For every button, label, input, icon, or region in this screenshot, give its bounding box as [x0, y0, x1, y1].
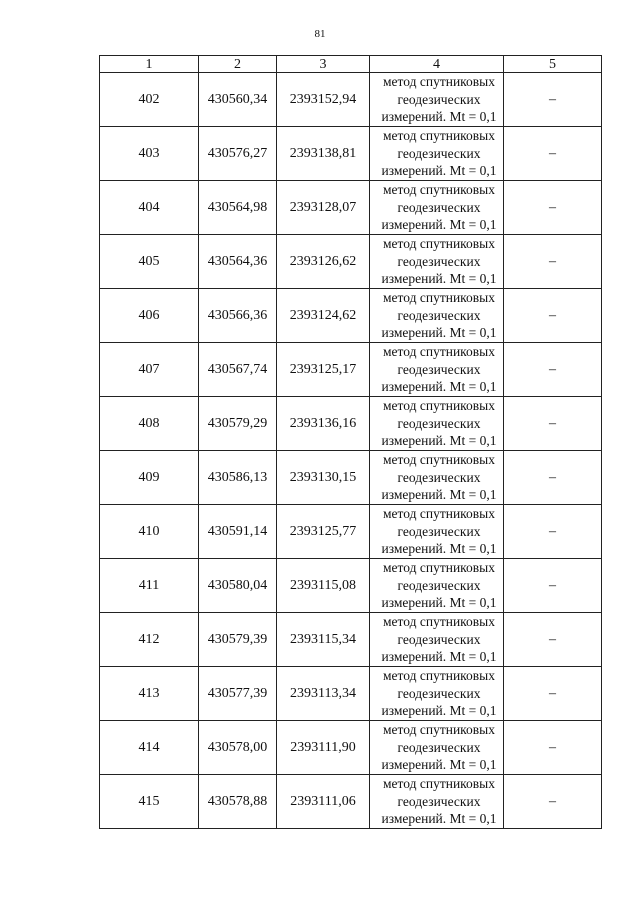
table-row [100, 289, 602, 343]
method-cell [370, 397, 504, 451]
table-body [100, 73, 602, 829]
column-header-4: 4 [370, 56, 504, 73]
y-coordinate-cell: 2393138,81 [277, 127, 370, 181]
method-line: геодезических [397, 793, 481, 809]
method-line: измерений. Mt = 0,1 [381, 379, 497, 395]
note-cell: – [504, 181, 602, 235]
y-coordinate-cell: 2393125,77 [277, 505, 370, 559]
note-cell: – [504, 289, 602, 343]
y-coordinate-cell: 2393115,08 [277, 559, 370, 613]
method-line: геодезических [397, 145, 481, 161]
table-row [100, 559, 602, 613]
method-cell [370, 181, 504, 235]
column-header-3: 3 [277, 56, 370, 73]
method-line: геодезических [397, 199, 481, 215]
method-line: метод спутниковых [383, 236, 495, 252]
method-line: метод спутниковых [383, 506, 495, 522]
method-line: метод спутниковых [383, 614, 495, 630]
method-line: геодезических [397, 415, 481, 431]
method-line: измерений. Mt = 0,1 [381, 649, 497, 665]
method-cell [370, 613, 504, 667]
x-coordinate-cell: 430560,34 [199, 73, 277, 127]
column-header-5: 5 [504, 56, 602, 73]
x-coordinate-cell: 430566,36 [199, 289, 277, 343]
y-coordinate-cell: 2393124,62 [277, 289, 370, 343]
method-cell [370, 775, 504, 829]
coordinates-table [99, 55, 602, 829]
method-cell [370, 343, 504, 397]
y-coordinate-cell: 2393115,34 [277, 613, 370, 667]
note-cell: – [504, 721, 602, 775]
table-row [100, 235, 602, 289]
table-row [100, 667, 602, 721]
point-number-cell: 410 [100, 505, 199, 559]
method-cell [370, 721, 504, 775]
method-line: геодезических [397, 685, 481, 701]
note-cell: – [504, 343, 602, 397]
method-line: измерений. Mt = 0,1 [381, 217, 497, 233]
method-line: измерений. Mt = 0,1 [381, 487, 497, 503]
table-row [100, 775, 602, 829]
x-coordinate-cell: 430579,39 [199, 613, 277, 667]
note-cell: – [504, 559, 602, 613]
table-row [100, 73, 602, 127]
point-number-cell: 403 [100, 127, 199, 181]
point-number-cell: 407 [100, 343, 199, 397]
column-header-1: 1 [100, 56, 199, 73]
method-cell [370, 289, 504, 343]
x-coordinate-cell: 430576,27 [199, 127, 277, 181]
point-number-cell: 408 [100, 397, 199, 451]
method-line: метод спутниковых [383, 128, 495, 144]
method-cell [370, 505, 504, 559]
method-line: измерений. Mt = 0,1 [381, 757, 497, 773]
method-line: измерений. Mt = 0,1 [381, 163, 497, 179]
method-line: метод спутниковых [383, 290, 495, 306]
method-line: геодезических [397, 523, 481, 539]
y-coordinate-cell: 2393126,62 [277, 235, 370, 289]
x-coordinate-cell: 430577,39 [199, 667, 277, 721]
point-number-cell: 414 [100, 721, 199, 775]
method-line: геодезических [397, 469, 481, 485]
method-line: геодезических [397, 631, 481, 647]
method-line: метод спутниковых [383, 722, 495, 738]
method-line: измерений. Mt = 0,1 [381, 433, 497, 449]
x-coordinate-cell: 430578,88 [199, 775, 277, 829]
note-cell: – [504, 235, 602, 289]
method-cell [370, 451, 504, 505]
table-row [100, 397, 602, 451]
method-line: измерений. Mt = 0,1 [381, 271, 497, 287]
point-number-cell: 413 [100, 667, 199, 721]
column-header-2: 2 [199, 56, 277, 73]
method-line: метод спутниковых [383, 668, 495, 684]
page-number: 81 [314, 28, 326, 40]
method-cell [370, 73, 504, 127]
y-coordinate-cell: 2393128,07 [277, 181, 370, 235]
table-row [100, 181, 602, 235]
x-coordinate-cell: 430591,14 [199, 505, 277, 559]
method-line: измерений. Mt = 0,1 [381, 595, 497, 611]
table-row [100, 451, 602, 505]
note-cell: – [504, 613, 602, 667]
method-line: метод спутниковых [383, 74, 495, 90]
method-line: метод спутниковых [383, 182, 495, 198]
method-cell [370, 127, 504, 181]
note-cell: – [504, 73, 602, 127]
method-line: измерений. Mt = 0,1 [381, 325, 497, 341]
note-cell: – [504, 127, 602, 181]
method-line: геодезических [397, 91, 481, 107]
table-row [100, 505, 602, 559]
method-cell [370, 667, 504, 721]
x-coordinate-cell: 430567,74 [199, 343, 277, 397]
method-line: измерений. Mt = 0,1 [381, 811, 497, 827]
method-line: геодезических [397, 739, 481, 755]
note-cell: – [504, 451, 602, 505]
method-line: метод спутниковых [383, 560, 495, 576]
point-number-cell: 415 [100, 775, 199, 829]
x-coordinate-cell: 430579,29 [199, 397, 277, 451]
y-coordinate-cell: 2393130,15 [277, 451, 370, 505]
point-number-cell: 404 [100, 181, 199, 235]
table-row [100, 721, 602, 775]
method-line: измерений. Mt = 0,1 [381, 703, 497, 719]
note-cell: – [504, 505, 602, 559]
x-coordinate-cell: 430564,98 [199, 181, 277, 235]
point-number-cell: 405 [100, 235, 199, 289]
method-line: геодезических [397, 253, 481, 269]
table-row [100, 127, 602, 181]
method-line: измерений. Mt = 0,1 [381, 541, 497, 557]
table-row [100, 343, 602, 397]
point-number-cell: 402 [100, 73, 199, 127]
x-coordinate-cell: 430586,13 [199, 451, 277, 505]
method-line: метод спутниковых [383, 398, 495, 414]
y-coordinate-cell: 2393125,17 [277, 343, 370, 397]
point-number-cell: 412 [100, 613, 199, 667]
point-number-cell: 411 [100, 559, 199, 613]
table-row [100, 613, 602, 667]
table-header-row [100, 56, 602, 73]
y-coordinate-cell: 2393136,16 [277, 397, 370, 451]
method-cell [370, 235, 504, 289]
note-cell: – [504, 397, 602, 451]
method-line: метод спутниковых [383, 344, 495, 360]
note-cell: – [504, 667, 602, 721]
method-line: геодезических [397, 307, 481, 323]
note-cell: – [504, 775, 602, 829]
method-cell [370, 559, 504, 613]
x-coordinate-cell: 430564,36 [199, 235, 277, 289]
point-number-cell: 406 [100, 289, 199, 343]
method-line: метод спутниковых [383, 776, 495, 792]
y-coordinate-cell: 2393111,90 [277, 721, 370, 775]
point-number-cell: 409 [100, 451, 199, 505]
x-coordinate-cell: 430578,00 [199, 721, 277, 775]
y-coordinate-cell: 2393152,94 [277, 73, 370, 127]
x-coordinate-cell: 430580,04 [199, 559, 277, 613]
method-line: геодезических [397, 361, 481, 377]
y-coordinate-cell: 2393113,34 [277, 667, 370, 721]
method-line: измерений. Mt = 0,1 [381, 109, 497, 125]
y-coordinate-cell: 2393111,06 [277, 775, 370, 829]
method-line: метод спутниковых [383, 452, 495, 468]
method-line: геодезических [397, 577, 481, 593]
